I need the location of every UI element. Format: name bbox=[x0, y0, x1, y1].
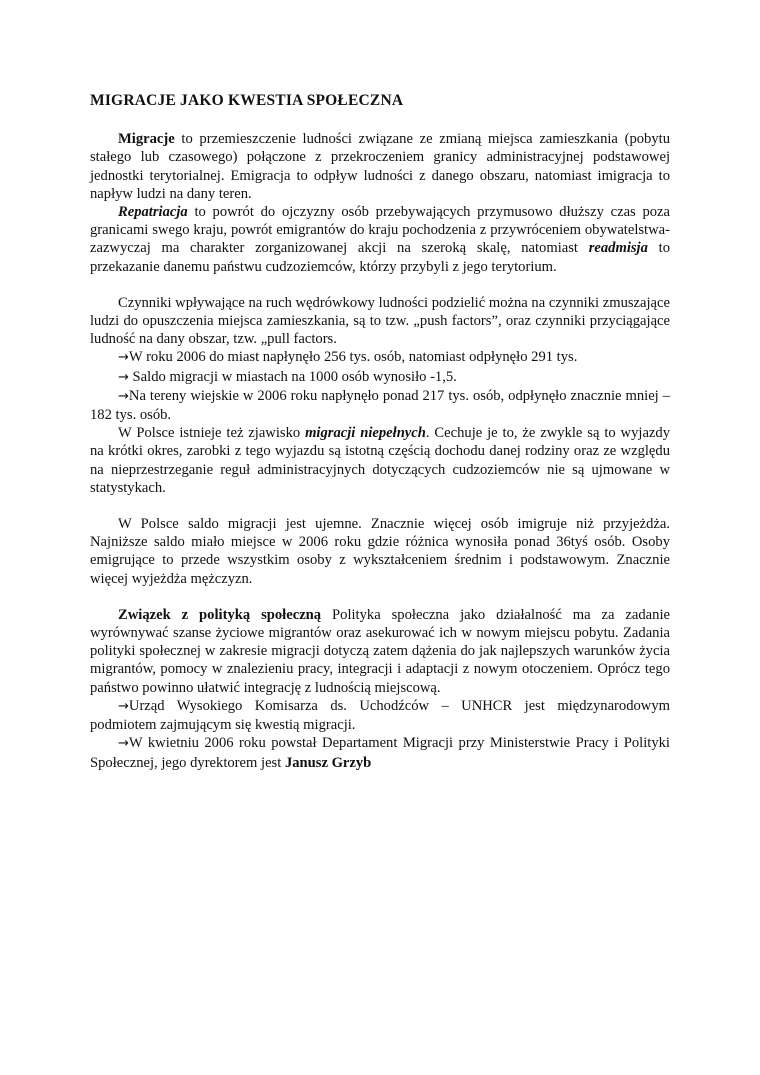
director-name: Janusz Grzyb bbox=[284, 754, 372, 771]
arrow-icon: → bbox=[118, 369, 129, 385]
arrow-icon: → bbox=[118, 388, 129, 404]
paragraph-polityka-spoleczna bbox=[90, 606, 670, 697]
spacer bbox=[90, 276, 670, 294]
document-page bbox=[90, 92, 670, 772]
arrow-icon: → bbox=[118, 698, 129, 714]
paragraph-migracje-niepelne bbox=[90, 424, 670, 497]
paragraph-text: to przemieszczenie ludności związane ze zmianą miejsca zamieszkania (pobytu stałego lub czasowego) połączone z przekroczeniem granicy administracyjnej podstawowej jednostki terytorialnej. Emigracja to odpływ ludności z danego obszaru, natomiast imigracja to napływ ludzi na dany teren. bbox=[90, 131, 670, 202]
bullet-item bbox=[90, 697, 670, 734]
bullet-text: W roku 2006 do miast napłynęło 256 tys. osób, natomiast odpłynęło 291 tys. bbox=[128, 349, 578, 366]
paragraph-text: W Polsce istnieje też zjawisko bbox=[118, 425, 306, 442]
bullet-text: Saldo migracji w miastach na 1000 osób wynosiło -1,5. bbox=[128, 368, 457, 385]
bullet-text: Urząd Wysokiego Komisarza ds. Uchodźców – UNHCR jest międzynarodowym podmiotem zajmującym się kwestią migracji. bbox=[90, 697, 670, 734]
term-zwiazek: Związek z polityką społeczną bbox=[118, 606, 322, 623]
bullet-text: W kwietniu 2006 roku powstał Departament Migracji przy Ministerstwie Pracy i Polityki Społecznej, jego dyrektorem jest bbox=[90, 735, 670, 771]
arrow-icon: → bbox=[118, 736, 129, 752]
term-readmisja: readmisja bbox=[588, 240, 648, 257]
term-migracje-niepelne: migracji niepełnych bbox=[305, 425, 426, 442]
paragraph-migracje bbox=[90, 130, 670, 203]
bullet-item bbox=[90, 368, 670, 387]
document-title: MIGRACJE JAKO KWESTIA SPOŁECZNA bbox=[90, 92, 404, 109]
term-migracje: Migracje bbox=[118, 131, 175, 148]
paragraph-text: to przekazanie danemu państwu cudzoziemców, którzy przybyli z jego terytorium. bbox=[90, 240, 670, 275]
paragraph-repatriacja bbox=[90, 203, 670, 276]
bullet-item bbox=[90, 387, 670, 424]
paragraph-saldo: W Polsce saldo migracji jest ujemne. Znacznie więcej osób imigruje niż przyjeżdża. Najniższe saldo miało miejsce w 2006 roku gdzie różnica wynosiła ponad 36tyś osób. Osoby emigrujące to przede wszystkim osoby z wykształceniem średnim i podstawowym. Znacznie więcej wyjeżdża mężczyzn. bbox=[90, 516, 670, 587]
paragraph-czynniki: Czynniki wpływające na ruch wędrówkowy ludności podzielić można na czynniki zmuszające ludzi do opuszczenia miejsca zamieszkania, są to tzw. „push factors”, oraz czynniki przyciągające ludność na dany obszar, tzw. „pull factors. bbox=[90, 294, 670, 348]
spacer bbox=[90, 497, 670, 515]
paragraph-text: . Cechuje je to, że zwykle są to wyjazdy na krótki okres, zarobki z tego wyjazdu są istotną częścią dochodu danej rodziny oraz ze względu na nieprzestrzeganie reguł administracyjnych dotyczących cudzoziemców nie są ujmowane w statystykach. bbox=[90, 425, 670, 496]
bullet-item bbox=[90, 348, 670, 367]
paragraph-text: to powrót do ojczyzny osób przebywających przymusowo dłuższy czas poza granicami swego kraju, powrót emigrantów do kraju pochodzenia z przywróceniem obywatelstwa- zazwyczaj ma charakter zorganizowanej akcji na szeroką skalę, natomiast bbox=[90, 204, 670, 257]
arrow-icon: → bbox=[118, 350, 129, 366]
spacer bbox=[90, 588, 670, 606]
bullet-text: Na tereny wiejskie w 2006 roku napłynęło ponad 217 tys. osób, odpłynęło znacznie mniej – 182 tys. osób. bbox=[90, 387, 670, 424]
bullet-item bbox=[90, 734, 670, 771]
term-repatriacja: Repatriacja bbox=[118, 204, 188, 221]
paragraph-text: Polityka społeczna jako działalność ma za zadanie wyrównywać szanse życiowe migrantów oraz asekurować ich w nowym miejscu pobytu. Zadania polityki społecznej w zakresie migracji dotyczą zatem dążenia do jak najlepszych warunków życia migrantów, pomocy w znalezieniu pracy, integracji i adaptacji z nowym otoczeniem. Oprócz tego państwo powinno ułatwić integrację z ludnością miejscową. bbox=[90, 606, 670, 696]
